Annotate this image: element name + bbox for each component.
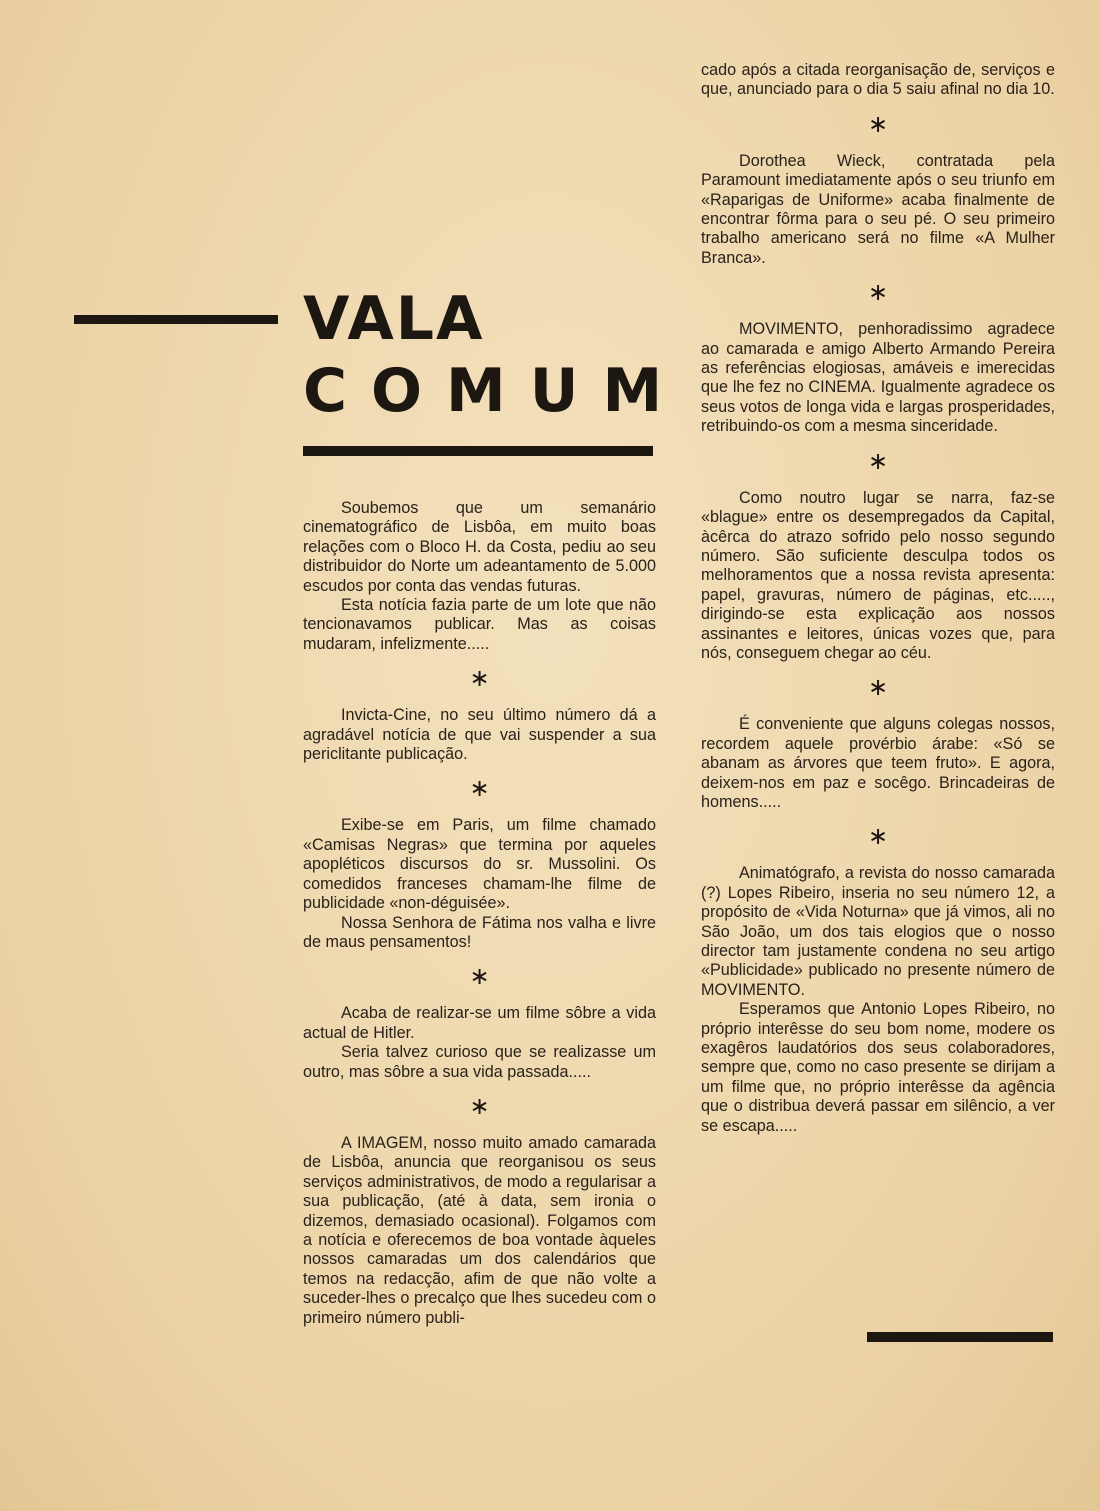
paragraph: É conveniente que alguns colegas nossos, recordem aquele provérbio árabe: «Só se abanam as árvores que teem fruto». E agora, deixem-nos em paz e socêgo. Brincadeiras de homens..... xyxy=(701,715,1055,811)
title-line-2: COMUM xyxy=(303,356,687,426)
asterisk-separator-icon: ∗ xyxy=(469,664,490,693)
paragraph: A IMAGEM, nosso muito amado camarada de Lisbôa, anuncia que reorganisou os seus serviços administrativos, de modo a regularisar a sua publicação, (até à data, sem ironia o dizemos, demasiado ocasional). Folgamos com a notícia e oferecemos de boa vontade àqueles nossos camaradas um dos calendários que temos na redacção, afim de que não volte a suceder-lhes o precalço que lhes sucedeu com o primeiro número publi- xyxy=(303,1133,656,1327)
left-column xyxy=(303,499,656,1328)
paragraph: Esta notícia fazia parte de um lote que não tencionavamos publicar. Mas as coisas mudaram, infelizmente..... xyxy=(303,596,656,653)
paragraph: Soubemos que um semanário cinematográfico de Lisbôa, em muito boas relações com o Bloco H. da Costa, pediu ao seu distribuidor do Norte um adeantamento de 5.000 escudos por conta das vendas futuras. xyxy=(303,499,656,595)
article-title xyxy=(303,284,687,426)
asterisk-separator-icon: ∗ xyxy=(469,962,490,991)
asterisk-separator-icon: ∗ xyxy=(867,446,889,475)
decorative-rule-left xyxy=(74,315,278,324)
paragraph: Invicta-Cine, no seu último número dá a agradável notícia de que vai suspender a sua periclitante publicação. xyxy=(303,706,656,764)
paragraph: MOVIMENTO, penhoradissimo agradece ao camarada e amigo Alberto Armando Pereira as referências elogiosas, amáveis e imerecidas que lhe fez no CINEMA. Igualmente agradece os seus votos de longa vida e largas prosperidades, retribuindo-os com a mesma sinceridade. xyxy=(701,320,1055,436)
paragraph: Dorothea Wieck, contratada pela Paramount imediatamente após o seu triunfo em «Raparigas de Uniforme» acaba finalmente de encontrar fôrma para o seu pé. O seu primeiro trabalho americano será no filme «A Mulher Branca». xyxy=(701,151,1055,267)
paragraph: Acaba de realizar-se um filme sôbre a vida actual de Hitler. xyxy=(303,1004,656,1042)
paragraph: Nossa Senhora de Fátima nos valha e livre de maus pensamentos! xyxy=(303,913,656,951)
title-underline-rule xyxy=(303,446,653,456)
paragraph: Seria talvez curioso que se realizasse um outro, mas sôbre a sua vida passada..... xyxy=(303,1043,656,1081)
paragraph: Esperamos que Antonio Lopes Ribeiro, no próprio interêsse do seu bom nome, modere os exagêros laudatórios dos seus colaboradores, sempre que, como no caso presente se dirijam a um filme que, no próprio interêsse da agência que o distribua deverá passar em silêncio, a ver se escapa..... xyxy=(701,1000,1055,1135)
asterisk-separator-icon: ∗ xyxy=(867,822,889,851)
end-rule xyxy=(867,1332,1053,1342)
paragraph-continuation: cado após a citada reorganisação de, serviços e que, anunciado para o dia 5 saiu afinal no dia 10. xyxy=(701,61,1055,99)
asterisk-separator-icon: ∗ xyxy=(867,673,889,702)
asterisk-separator-icon: ∗ xyxy=(867,278,889,307)
title-line-1: VALA xyxy=(303,284,485,354)
paragraph: Animatógrafo, a revista do nosso camarada (?) Lopes Ribeiro, inseria no seu número 12, a propósito de «Vida Noturna» que já vimos, ali no São João, um dos tais elogios que o nosso director tam justamente condena no seu artigo «Publicidade» publicado no presente número de MOVIMENTO. xyxy=(701,864,1055,999)
asterisk-separator-icon: ∗ xyxy=(469,774,490,803)
asterisk-separator-icon: ∗ xyxy=(867,109,889,138)
right-column xyxy=(701,61,1055,1136)
paragraph: Como noutro lugar se narra, faz-se «blague» entre os desempregados da Capital, àcêrca do atrazo sofrido pelo nosso segundo número. São suficiente desculpa todos os melhoramentos que a nossa revista apresenta: papel, gravuras, número de páginas, etc....., dirigindo-se esta explicação aos nossos assinantes e leitores, únicas vozes que, para nós, conseguem chegar ao céu. xyxy=(701,488,1055,662)
paragraph: Exibe-se em Paris, um filme chamado «Camisas Negras» que termina por aqueles apopléticos discursos do sr. Mussolini. Os comedidos franceses chamam-lhe filme de publicidade «non-déguisée». xyxy=(303,816,656,913)
asterisk-separator-icon: ∗ xyxy=(469,1091,490,1120)
